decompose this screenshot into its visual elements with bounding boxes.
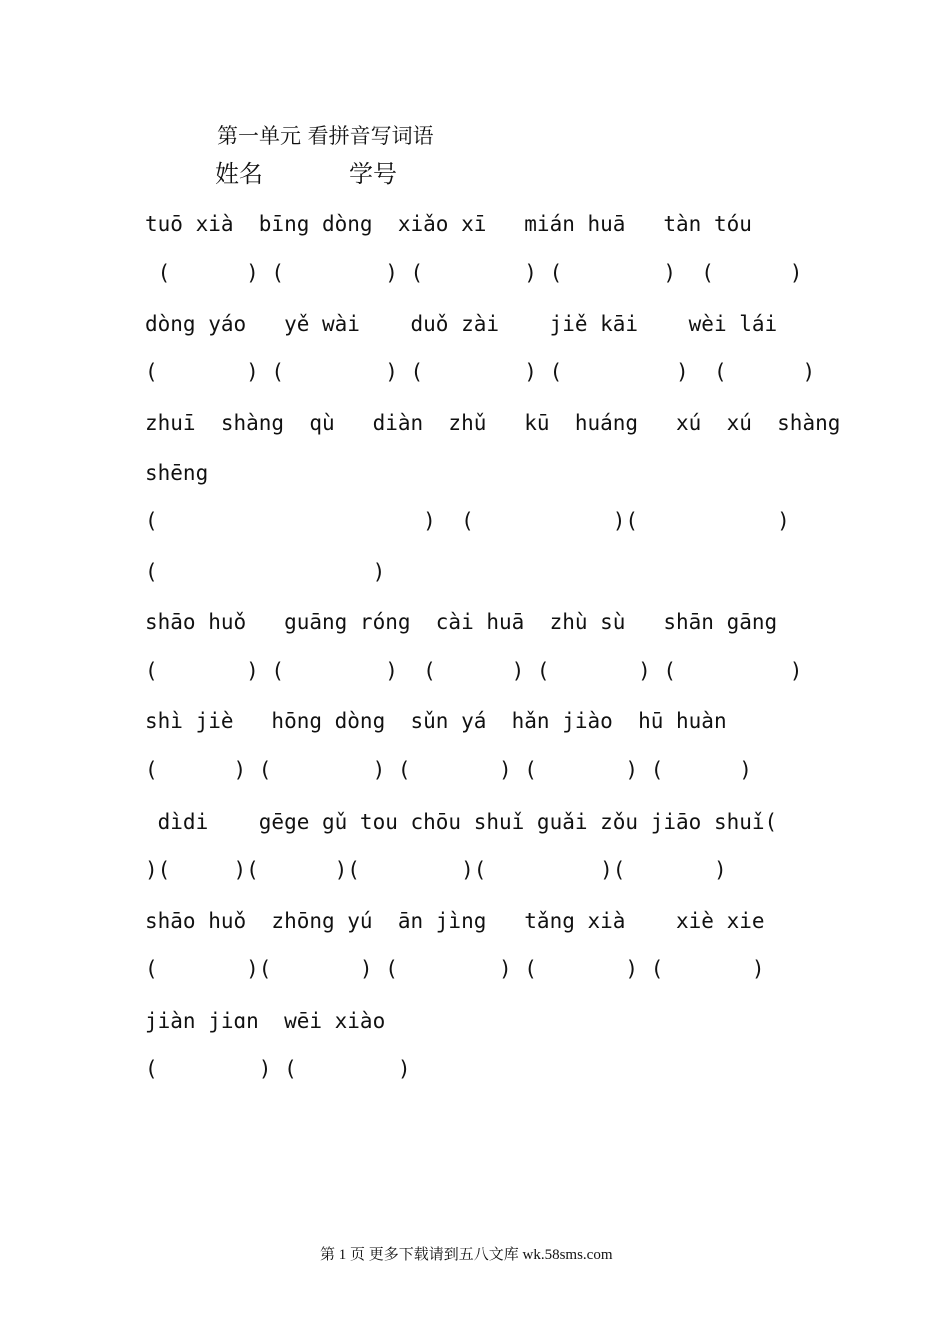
pinyin-line: tuō xià bīng dòng xiǎo xī mián huā tàn tóu xyxy=(145,212,752,236)
answer-brackets[interactable]: ( ) ( ) ( ) ( ) ( ) xyxy=(145,360,816,384)
pinyin-line: shì jiè hōng dòng sǔn yá hǎn jiào hū huàn xyxy=(145,709,727,733)
student-number-label: 学号 xyxy=(349,160,397,188)
page-footer: 第 1 页 更多下载请到五八文库 wk.58sms.com xyxy=(320,1247,613,1263)
worksheet-title: 第一单元 看拼音写词语 xyxy=(217,124,434,148)
answer-brackets[interactable]: ( ) ( ) ( ) ( ) ( ) xyxy=(145,659,803,683)
name-label: 姓名 xyxy=(215,160,263,188)
answer-brackets[interactable]: ( ) ( ) xyxy=(145,1057,411,1081)
pinyin-line: shāo huǒ guāng róng cài huā zhù sù shān gāng xyxy=(145,610,778,634)
pinyin-line: dòng yáo yě wài duǒ zài jiě kāi wèi lái xyxy=(145,312,778,336)
pinyin-line: zhuī shàng qù diàn zhǔ kū huáng xú xú shàng xyxy=(145,411,841,435)
answer-brackets[interactable]: ( ) ( )( ) xyxy=(145,509,790,533)
answer-brackets[interactable]: ( ) ( ) ( ) ( ) ( ) xyxy=(145,261,803,285)
pinyin-line: shēng xyxy=(145,461,209,485)
pinyin-line: jiàn jiɑn wēi xiào xyxy=(145,1009,386,1033)
answer-brackets[interactable]: ( )( ) ( ) ( ) ( ) xyxy=(145,957,765,981)
answer-brackets[interactable]: ( ) ( ) ( ) ( ) ( ) xyxy=(145,758,752,782)
pinyin-line: dìdi gēge gǔ tou chōu shuǐ guǎi zǒu jiāo shuǐ( xyxy=(145,810,778,834)
answer-brackets[interactable]: )( )( )( )( )( ) xyxy=(145,858,727,882)
pinyin-line: shāo huǒ zhōng yú ān jìng tǎng xià xiè xie xyxy=(145,909,765,933)
answer-brackets[interactable]: ( ) xyxy=(145,560,386,584)
